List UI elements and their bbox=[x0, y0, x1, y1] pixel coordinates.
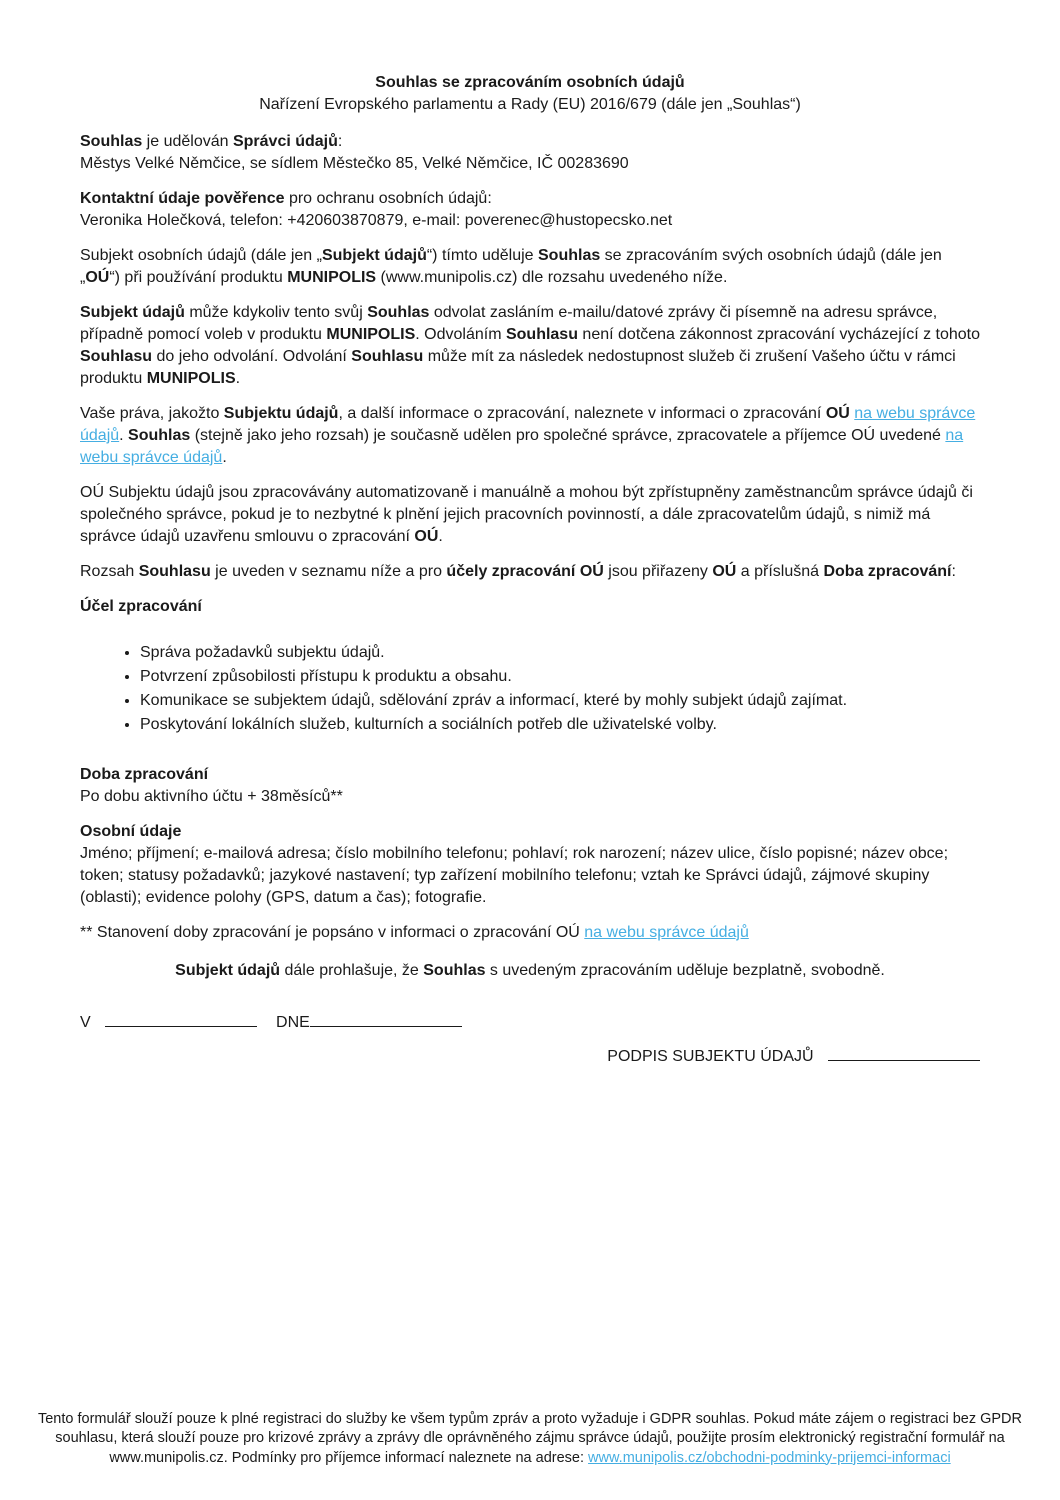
page-title: Souhlas se zpracováním osobních údajů bbox=[375, 74, 685, 91]
paragraph-revocation: Subjekt údajů může kdykoliv tento svůj Souhlas odvolat zasláním e-mailu/datové zprávy či písemně na adresu správce, případně pomocí voleb v produktu MUNIPOLIS. Odvoláním Souhlasu není dotčena zákonnost zpracování vycházející z tohoto Souhlasu do jeho odvolání. Odvolání Souhlasu může mít za následek nedostupnost služeb či zrušení Vašeho účtu v rámci produktu MUNIPOLIS. bbox=[80, 304, 981, 387]
paragraph-grantor bbox=[80, 131, 980, 175]
purpose-list bbox=[80, 642, 980, 736]
purpose-item: • Potvrzení způsobilosti přístupu k produktu a obsahu. bbox=[140, 666, 980, 688]
purpose-item: • Poskytování lokálních služeb, kulturních a sociálních potřeb dle uživatelské volby. bbox=[140, 714, 980, 736]
date-blank-line bbox=[310, 1012, 462, 1027]
inline-link[interactable]: na webu správce údajů bbox=[80, 405, 976, 444]
signature-row bbox=[80, 1046, 980, 1068]
signature-place-date-row bbox=[80, 1012, 980, 1034]
paragraph-footnote: ** Stanovení doby zpracování je popsáno v informaci o zpracování OÚ na webu správce údajů bbox=[80, 924, 749, 941]
personal-data-value: Jméno; příjmení; e-mailová adresa; číslo mobilního telefonu; pohlaví; rok narození; název ulice, číslo popisné; název obce; token; statusy požadavků; jazykové nastavení; typ zařízení mobilního telefonu; vztah ke Správci údajů, zájmové skupiny (oblasti); evidence polohy (GPS, datum a čas); fotografie. bbox=[80, 845, 949, 906]
page-subtitle: Nařízení Evropského parlamentu a Rady (EU) 2016/679 (dále jen „Souhlas“) bbox=[259, 96, 801, 113]
inline-link[interactable]: na webu správce údajů bbox=[584, 924, 749, 941]
dpo-value: Veronika Holečková, telefon: +420603870879, e-mail: poverenec@hustopecsko.net bbox=[80, 212, 673, 229]
paragraph-processing-methods: OÚ Subjektu údajů jsou zpracovávány automatizovaně i manuálně a mohou být zpřístupněny zaměstnancům správce údajů či společného správce, pokud je to nezbytné k plnění jejich pracovních povinností, a dále zpracovatelům údajů, s nimiž má správce údajů uzavřenu smlouvu o zpracování OÚ. bbox=[80, 484, 973, 545]
purpose-item: • Správa požadavků subjektu údajů. bbox=[140, 642, 980, 664]
section-personal-data bbox=[80, 821, 980, 909]
section-duration bbox=[80, 764, 980, 808]
dpo-label: Kontaktní údaje pověřence pro ochranu osobních údajů: bbox=[80, 190, 492, 207]
paragraph-dpo-contact bbox=[80, 188, 980, 232]
footer-note: Tento formulář slouží pouze k plné registraci do služby ke všem typům zpráv a proto vyžaduje i GDPR souhlas. Pokud máte zájem o registraci bez GPDR souhlasu, která slouží pouze pro krizové zprávy a zprávy dle oprávněného zájmu správce údajů, použijte prosím elektronický registrační formulář na www.munipolis.cz. Podmínky pro příjemce informací naleznete na adrese: www.munipolis.cz/obchodni-podminky-prijemci-informaci bbox=[37, 1410, 1022, 1466]
place-blank-line bbox=[105, 1012, 257, 1027]
signature-label: PODPIS SUBJEKTU ÚDAJŮ bbox=[607, 1048, 814, 1065]
date-label: DNE bbox=[276, 1014, 310, 1031]
heading-duration: Doba zpracování bbox=[80, 766, 209, 783]
place-label: V bbox=[80, 1014, 91, 1031]
grantor-label: Souhlas je udělován Správci údajů: bbox=[80, 133, 343, 150]
consent-form-document bbox=[80, 72, 980, 1080]
heading-purpose: Účel zpracování bbox=[80, 598, 202, 615]
inline-link[interactable]: www.munipolis.cz/obchodni-podminky-prijemci-informaci bbox=[588, 1449, 951, 1466]
duration-value: Po dobu aktivního účtu + 38měsíců** bbox=[80, 788, 343, 805]
grantor-value: Městys Velké Němčice, se sídlem Městečko 85, Velké Němčice, IČ 00283690 bbox=[80, 155, 629, 172]
signature-blank-line bbox=[828, 1046, 980, 1061]
paragraph-consent-grant: Subjekt osobních údajů (dále jen „Subjekt údajů“) tímto uděluje Souhlas se zpracováním svých osobních údajů (dále jen „OÚ“) při používání produktu MUNIPOLIS (www.munipolis.cz) dle rozsahu uvedeného níže. bbox=[80, 247, 942, 286]
paragraph-rights: Vaše práva, jakožto Subjektu údajů, a další informace o zpracování, naleznete v informaci o zpracování OÚ na webu správce údajů. Souhlas (stejně jako jeho rozsah) je současně udělen pro společné správce, zpracovatele a příjemce OÚ uvedené na webu správce údajů. bbox=[80, 405, 976, 466]
paragraph-scope-intro: Rozsah Souhlasu je uveden v seznamu níže a pro účely zpracování OÚ jsou přiřazeny OÚ a příslušná Doba zpracování: bbox=[80, 563, 956, 580]
purpose-item: • Komunikace se subjektem údajů, sdělování zpráv a informací, které by mohly subjekt údajů zajímat. bbox=[140, 690, 980, 712]
paragraph-declaration: Subjekt údajů dále prohlašuje, že Souhlas s uvedeným zpracováním uděluje bezplatně, svobodně. bbox=[175, 962, 885, 979]
heading-personal-data: Osobní údaje bbox=[80, 823, 182, 840]
inline-link[interactable]: na webu správce údajů bbox=[80, 427, 964, 466]
